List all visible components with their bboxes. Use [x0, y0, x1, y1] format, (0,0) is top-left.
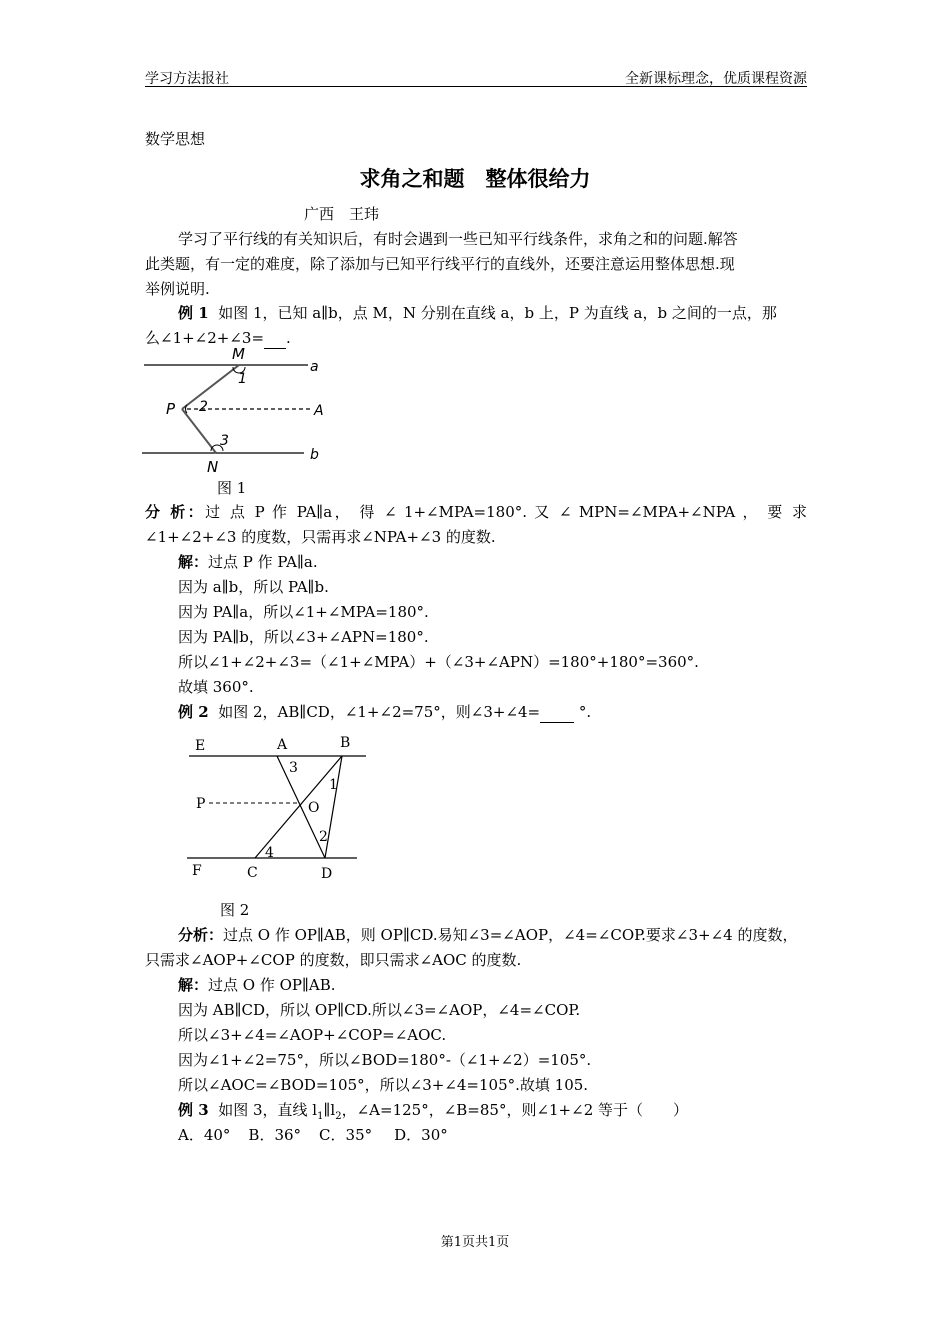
subscript-2: 2 — [335, 1111, 342, 1122]
example-1-question-2: 么∠1+∠2+∠3= — [145, 329, 265, 347]
example-1-question — [178, 303, 777, 323]
intro-line-3: 举例说明. — [145, 280, 210, 298]
example-1-solution-1: 因为 a∥b，所以 PA∥b. — [178, 578, 329, 596]
example-2-solution-text-0: 过点 O 作 OP∥AB. — [208, 976, 336, 994]
example-2-solution-1: 因为 AB∥CD，所以 OP∥CD.所以∠3=∠AOP，∠4=∠COP. — [178, 1001, 581, 1019]
example-3-question-c: ，∠A=125°，∠B=85°，则∠1+∠2 等于（ ） — [341, 1101, 689, 1119]
example-1-analysis-2: ∠1+∠2+∠3 的度数，只需再求∠NPA+∠3 的度数. — [145, 528, 496, 546]
answer-blank — [540, 702, 574, 723]
label-e: E — [195, 738, 206, 754]
example-1-label: 例 1 — [178, 304, 209, 322]
example-1-solution-2: 因为 PA∥a，所以∠1+∠MPA=180°. — [178, 603, 429, 621]
example-2-analysis-1 — [178, 925, 798, 945]
example-2-analysis-2: 只需求∠AOP+∠COP 的度数，即只需求∠AOC 的度数. — [145, 951, 522, 969]
section-label: 数学思想 — [145, 130, 206, 148]
label-p: P — [196, 796, 206, 812]
example-1-solution-0 — [178, 552, 318, 572]
example-2-question-end: °. — [574, 703, 592, 721]
option-b: B．36° — [248, 1126, 302, 1144]
example-1-analysis-1 — [145, 502, 807, 522]
option-a: A．40° — [178, 1126, 231, 1144]
example-2-solution-0 — [178, 975, 336, 995]
intro-line-1: 学习了平行线的有关知识后，有时会遇到一些已知平行线条件，求角之和的问题.解答 — [178, 230, 738, 248]
example-1-solution-3: 因为 PA∥b，所以∠3+∠APN=180°. — [178, 628, 429, 646]
label-a-line: a — [310, 359, 319, 375]
subscript-1: 1 — [317, 1111, 324, 1122]
solution-label: 解： — [178, 553, 209, 571]
example-1-solution-4: 所以∠1+∠2+∠3=（∠1+∠MPA）+（∠3+∠APN）=180°+180°=360°. — [178, 653, 699, 671]
header-divider — [145, 86, 807, 87]
label-o: O — [308, 800, 320, 816]
figure-1 — [140, 343, 340, 475]
label-n: N — [207, 458, 219, 475]
example-1-question-end: . — [286, 329, 291, 347]
example-2-solution-2: 所以∠3+∠4=∠AOP+∠COP=∠AOC. — [178, 1026, 447, 1044]
example-1-solution-text-0: 过点 P 作 PA∥a. — [208, 553, 318, 571]
figure-1-caption: 图 1 — [217, 479, 247, 497]
label-angle-3: 3 — [289, 760, 298, 776]
article-title: 求角之和题 整体很给力 — [359, 167, 591, 191]
header-left: 学习方法报社 — [145, 71, 229, 87]
label-a-point: A — [314, 403, 324, 419]
label-angle-3: 3 — [220, 433, 229, 449]
example-3-question — [178, 1100, 688, 1127]
segment-mp — [182, 365, 239, 409]
header-right: 全新课标理念，优质课程资源 — [625, 71, 807, 87]
intro-line-2: 此类题，有一定的难度，除了添加与已知平行线平行的直线外，还要注意运用整体思想.现 — [145, 255, 735, 273]
label-angle-1: 1 — [238, 371, 247, 387]
example-2-question-text: 如图 2，AB∥CD，∠1+∠2=75°，则∠3+∠4= — [218, 703, 541, 721]
segment-bc — [255, 756, 342, 858]
example-3-label: 例 3 — [178, 1101, 209, 1119]
example-2-question — [178, 702, 591, 723]
figure-2-caption: 图 2 — [220, 901, 250, 919]
example-1-question-1: 如图 1，已知 a∥b，点 M，N 分别在直线 a，b 上，P 为直线 a，b 之间的一点，那 — [218, 304, 777, 322]
label-angle-2: 2 — [319, 829, 328, 845]
label-a: A — [277, 737, 288, 753]
label-m: M — [232, 345, 245, 363]
label-f: F — [192, 863, 202, 879]
example-2-solution-3: 因为∠1+∠2=75°，所以∠BOD=180°-（∠1+∠2）=105°. — [178, 1051, 592, 1069]
example-2-solution-4: 所以∠AOC=∠BOD=105°，所以∠3+∠4=105°.故填 105. — [178, 1076, 589, 1094]
label-p: P — [166, 400, 176, 418]
label-b-line: b — [310, 447, 319, 463]
analysis-label: 分析： — [178, 926, 224, 944]
example-1-solution-5: 故填 360°. — [178, 678, 254, 696]
label-angle-4: 4 — [265, 845, 274, 861]
label-c: C — [247, 865, 258, 881]
label-angle-2: 2 — [199, 399, 208, 415]
example-2-label: 例 2 — [178, 703, 209, 721]
analysis-label: 分 析： — [145, 503, 206, 521]
example-3-question-b: ∥l — [323, 1101, 336, 1119]
segment-pn — [182, 409, 216, 453]
option-c: C．35° — [319, 1126, 373, 1144]
author: 广西 王玮 — [304, 205, 380, 223]
option-d: D．30° — [394, 1126, 448, 1144]
label-b: B — [340, 735, 351, 751]
example-2-analysis-text-1: 过点 O 作 OP∥AB，则 OP∥CD.易知∠3=∠AOP，∠4=∠COP.要求∠3+∠4 的度数， — [223, 926, 798, 944]
label-angle-1: 1 — [329, 777, 338, 793]
figure-2 — [180, 730, 380, 885]
page-footer: 第1页共1页 — [440, 1235, 510, 1250]
solution-label: 解： — [178, 976, 209, 994]
example-3-options — [178, 1125, 448, 1145]
example-3-question-a: 如图 3，直线 l — [218, 1101, 318, 1119]
example-1-analysis-text-1: 过 点 P 作 PA∥a， 得 ∠ 1+∠MPA=180°. 又 ∠ MPN=∠MPA+∠NPA ， 要 求 — [205, 503, 807, 521]
label-d: D — [321, 866, 333, 882]
